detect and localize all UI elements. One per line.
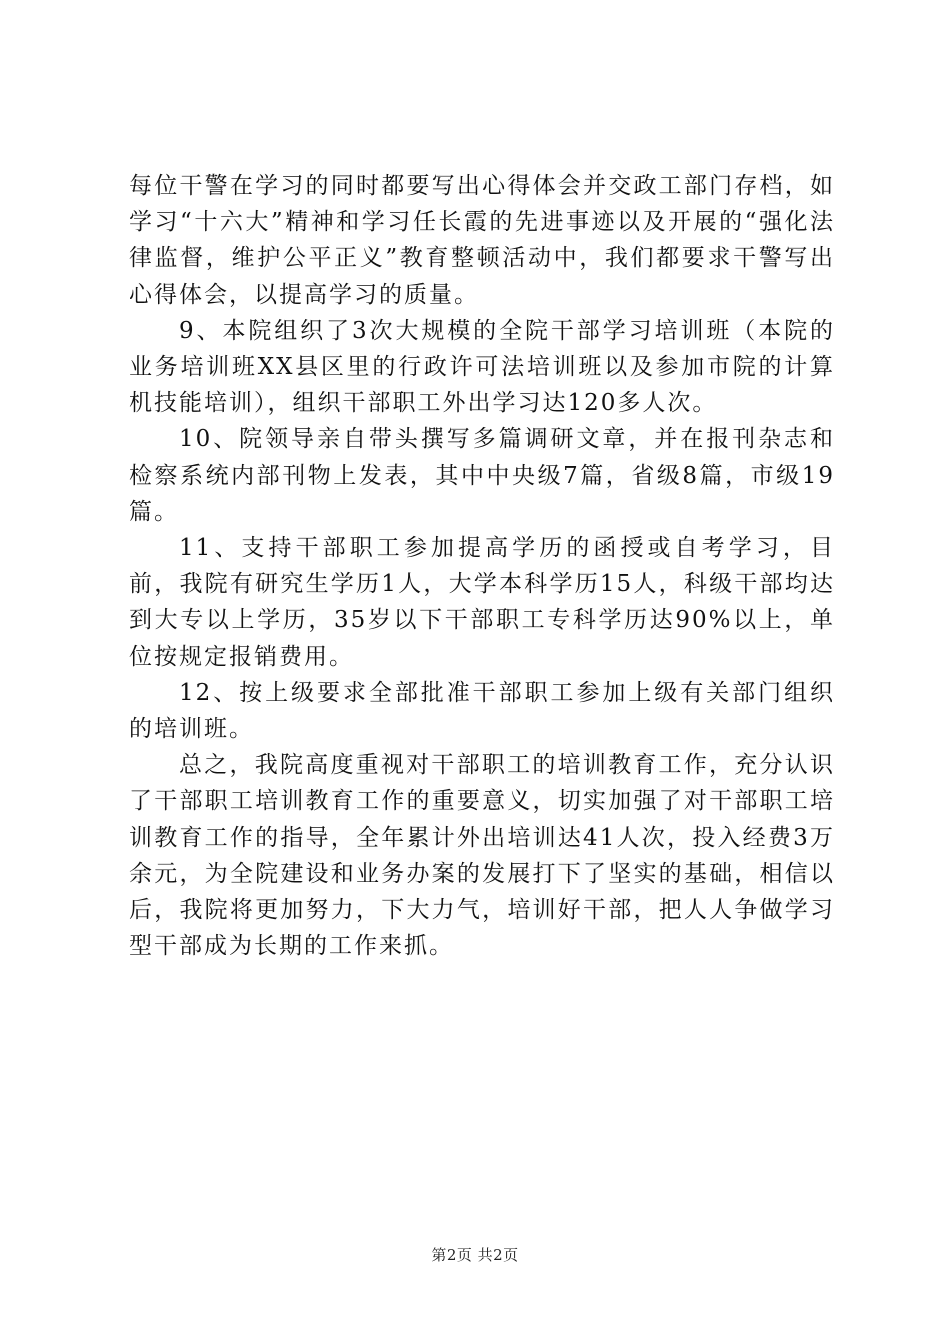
paragraph-item-10: 10、院领导亲自带头撰写多篇调研文章，并在报刊杂志和检察系统内部刊物上发表，其中中央级7篇，省级8篇，市级19篇。 — [129, 426, 835, 525]
paragraph-item-11: 11、支持干部职工参加提高学历的函授或自考学习，目前，我院有研究生学历1人，大学本科学历15人，科级干部均达到大专以上学历，35岁以下干部职工专科学历达90%以上，单位按规定报销费用。 — [129, 535, 835, 670]
paragraph-item-12: 12、按上级要求全部批准干部职工参加上级有关部门组织的培训班。 — [129, 679, 835, 743]
document-body — [129, 168, 835, 964]
paragraph-item-9: 9、本院组织了3次大规模的全院干部学习培训班（本院的业务培训班XX县区里的行政许可法培训班以及参加市院的计算机技能培训），组织干部职工外出学习达120多人次。 — [129, 317, 835, 417]
paragraph-summary: 总之，我院高度重视对干部职工的培训教育工作，充分认识了干部职工培训教育工作的重要意义，切实加强了对干部职工培训教育工作的指导，全年累计外出培训达41人次，投入经费3万余元，为全院建设和业务办案的发展打下了坚实的基础，相信以后，我院将更加努力，下大力气，培训好干部，把人人争做学习型干部成为长期的工作来抓。 — [129, 752, 835, 960]
paragraph-continuation: 每位干警在学习的同时都要写出心得体会并交政工部门存档，如学习“十六大”精神和学习任长霞的先进事迹以及开展的“强化法律监督，维护公平正义”教育整顿活动中，我们都要求干警写出心得体会，以提高学习的质量。 — [129, 173, 835, 308]
page-number-footer: 第2页 共2页 — [431, 1246, 519, 1264]
